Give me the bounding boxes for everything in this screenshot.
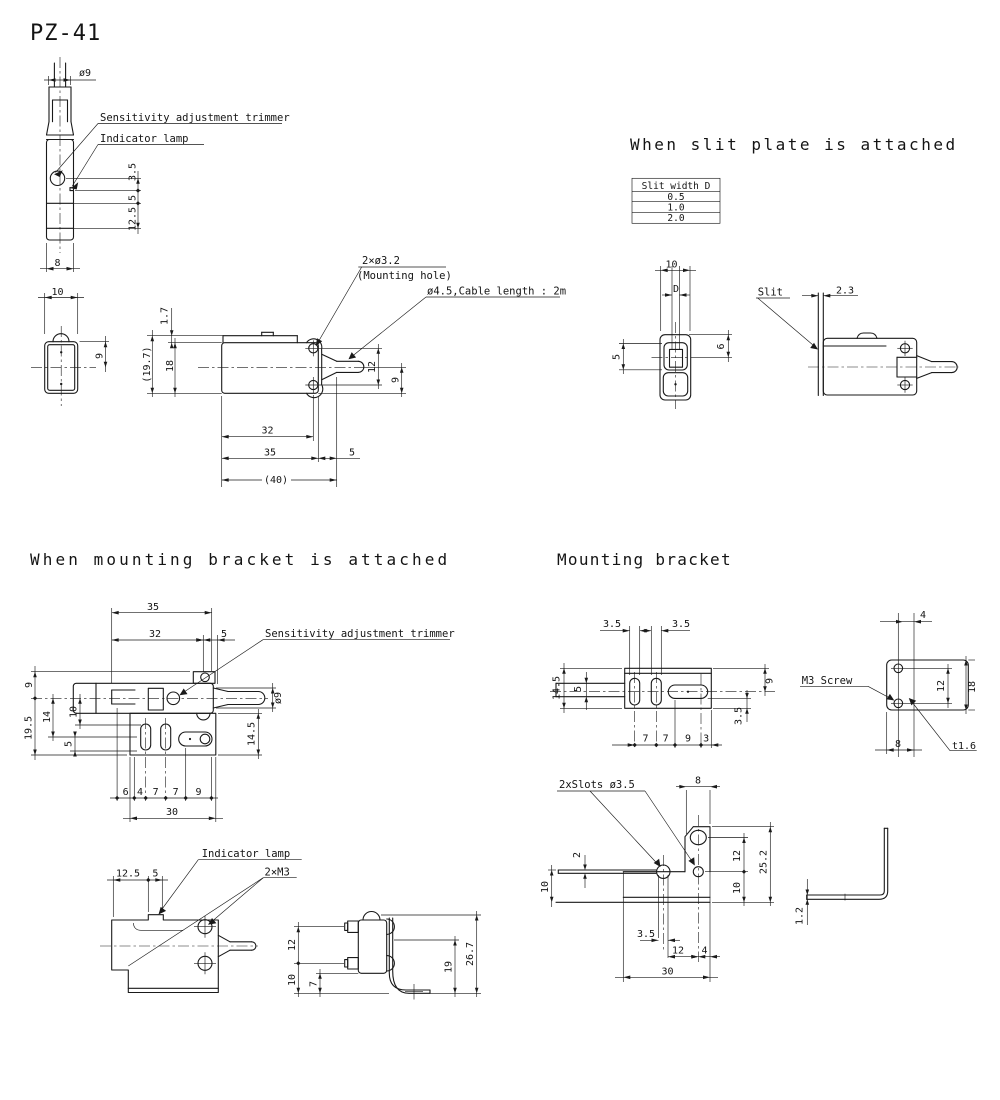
- dim-12-5f: 12.5: [115, 868, 141, 880]
- dim-12r: 12: [936, 679, 947, 693]
- label-t1-6: t1.6: [952, 741, 977, 752]
- dim-5p: 5: [220, 629, 228, 640]
- dim-7s: 7: [308, 980, 320, 988]
- view-attached-front: [100, 848, 302, 993]
- dim-dia9p: ø9: [273, 691, 284, 705]
- dim-slit-6: 6: [716, 343, 727, 350]
- view-attached-side: [287, 911, 481, 1000]
- view-bracket-profile: [795, 828, 888, 925]
- dim-chain-4: 4: [136, 787, 144, 798]
- view-bracket-front: [540, 776, 774, 982]
- dim-1-7: 1.7: [159, 306, 171, 326]
- view-bracket-right: [800, 610, 978, 757]
- table-row-1: 1.0: [667, 202, 685, 214]
- dim-10p: 10: [68, 705, 80, 719]
- dim-10s: 10: [287, 973, 298, 987]
- slit-width-table: [632, 178, 720, 224]
- dim-8f: 8: [694, 775, 702, 787]
- dim-26-7s: 26.7: [465, 941, 476, 967]
- dim-9br: 9: [764, 677, 776, 685]
- dim-chain-6: 6: [122, 787, 129, 798]
- dim-19-7: (19.7): [142, 346, 153, 383]
- view-slit-side: [756, 286, 959, 396]
- dim-12f: 12: [671, 945, 685, 957]
- dim-35p: 35: [146, 602, 160, 613]
- dim-30f: 30: [661, 966, 674, 978]
- view-bracket-plan: [550, 619, 776, 748]
- view-attached-plan: [24, 602, 455, 822]
- dim-18r: 18: [967, 680, 978, 694]
- dim-9p: 9: [24, 681, 35, 689]
- heading-bracket-attached: When mounting bracket is attached: [30, 550, 451, 569]
- dim-dia9: ø9: [79, 68, 92, 79]
- dim-chain-9: 9: [195, 787, 202, 798]
- dim-3-5: 3.5: [127, 162, 139, 182]
- heading-mounting-bracket: Mounting bracket: [557, 550, 732, 569]
- section-mounting-bracket: [540, 550, 978, 982]
- dim-18: 18: [164, 359, 176, 373]
- dim-9: 9: [94, 352, 106, 360]
- table-row-0: 0.5: [667, 191, 685, 203]
- dim-5b: 5: [348, 447, 356, 459]
- dim-3-5a: 3.5: [602, 619, 622, 630]
- view-sensor-side: [142, 255, 566, 487]
- dim-35: 35: [263, 447, 277, 459]
- dim-3-5b: 3.5: [671, 619, 691, 630]
- table-row-2: 2.0: [667, 213, 685, 225]
- dim-30p: 30: [165, 807, 179, 818]
- label-indicator-lamp: Indicator lamp: [100, 133, 189, 145]
- view-sensor-bottom: [31, 287, 109, 406]
- dim-4f: 4: [701, 945, 708, 957]
- dim-3-5c: 3.5: [733, 706, 745, 726]
- dim-5f: 5: [152, 868, 159, 880]
- heading-slit: When slit plate is attached: [630, 135, 958, 154]
- label-slit: Slit: [757, 286, 783, 299]
- view-slit-front: [612, 259, 733, 409]
- label-cable: ø4.5,Cable length : 2m: [427, 285, 567, 298]
- dim-5: 5: [127, 194, 139, 202]
- dim-slit-5: 5: [611, 353, 623, 361]
- dim-19s: 19: [443, 960, 455, 974]
- label-sensitivity-trimmer: Sensitivity adjustment trimmer: [100, 112, 290, 124]
- dim-32p: 32: [148, 629, 162, 640]
- dim-slit-D: D: [672, 283, 680, 295]
- label-mounting-hole-1: 2×ø3.2: [362, 255, 400, 267]
- dim-14-5b: 14.5: [551, 675, 563, 701]
- dim-10lf: 10: [540, 880, 551, 894]
- dim-12rf: 12: [732, 849, 743, 863]
- dim-1-2: 1.2: [794, 906, 806, 926]
- dim-10: 10: [51, 287, 64, 298]
- dim-8: 8: [54, 258, 61, 269]
- dim-25-2: 25.2: [758, 849, 770, 875]
- dim-5bp: 5: [63, 740, 75, 748]
- dim-2f: 2: [572, 851, 583, 859]
- dim-19-5: 19.5: [23, 715, 35, 741]
- dim-slit-10: 10: [665, 259, 678, 271]
- label-sensitivity-trimmer-2: Sensitivity adjustment trimmer: [265, 628, 455, 640]
- dim-chain2-9: 9: [684, 733, 692, 745]
- dim-12: 12: [367, 360, 378, 374]
- label-mounting-hole-2: (Mounting hole): [357, 270, 452, 282]
- dim-12-5: 12.5: [127, 206, 139, 232]
- dim-chain2-7a: 7: [642, 733, 649, 745]
- dim-3-5f: 3.5: [636, 929, 656, 940]
- label-2xM3: 2×M3: [264, 866, 290, 879]
- dim-12s: 12: [287, 938, 298, 952]
- dim-2-3: 2.3: [836, 285, 855, 297]
- dim-chain-7a: 7: [152, 787, 159, 798]
- dim-32: 32: [261, 425, 274, 437]
- dim-40: (40): [263, 475, 289, 486]
- label-2xslots: 2xSlots ø3.5: [559, 779, 635, 791]
- dim-chain2-3: 3: [703, 733, 710, 745]
- dim-14: 14: [42, 710, 53, 724]
- dim-chain2-7b: 7: [662, 733, 669, 745]
- table-header: Slit width D: [641, 180, 711, 192]
- dim-4r: 4: [920, 610, 927, 621]
- dim-chain-7b: 7: [172, 787, 179, 798]
- view-sensor-front: [40, 57, 290, 272]
- section-slit-plate: [612, 135, 960, 409]
- dim-10rf: 10: [732, 881, 743, 895]
- dim-14-5: 14.5: [246, 721, 258, 747]
- section-bracket-attached: [24, 550, 482, 1000]
- dim-8r: 8: [894, 739, 902, 750]
- dim-9b: 9: [390, 376, 402, 384]
- dim-5br: 5: [573, 685, 584, 693]
- label-indicator-lamp-2: Indicator lamp: [201, 848, 291, 860]
- label-m3-screw: M3 Screw: [801, 675, 853, 687]
- drawing-title: PZ-41: [30, 21, 102, 46]
